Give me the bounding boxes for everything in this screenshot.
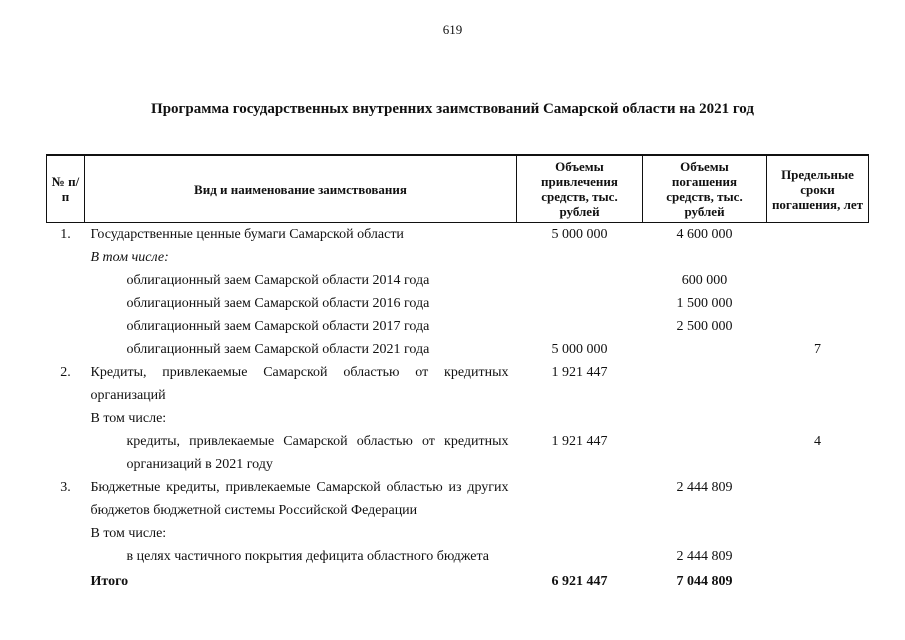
table-header-row [47, 155, 869, 223]
row-attraction-value: 1 921 447 [551, 434, 608, 449]
row-repayment-value: 4 600 000 [676, 227, 733, 242]
table-row [47, 269, 869, 292]
row-number [47, 292, 85, 315]
row-number [47, 338, 85, 361]
row-number [47, 430, 85, 476]
row-attraction-value [517, 315, 643, 338]
table-row [47, 407, 869, 430]
table-row [47, 315, 869, 338]
row-number: 1. [60, 227, 71, 242]
row-attraction-value: 5 000 000 [551, 227, 608, 242]
row-repayment-value [643, 407, 767, 430]
row-term-value [767, 223, 869, 247]
row-repayment-value [643, 430, 767, 476]
row-attraction-value [517, 292, 643, 315]
borrowing-program-table [46, 154, 869, 593]
row-term-value [767, 246, 869, 269]
row-repayment-value [643, 338, 767, 361]
table-body [47, 223, 869, 594]
row-number [47, 522, 85, 545]
table-row [47, 246, 869, 269]
row-number [47, 315, 85, 338]
row-number [47, 407, 85, 430]
row-repayment-value [643, 361, 767, 407]
row-attraction-value [517, 476, 643, 522]
row-attraction-value: 5 000 000 [551, 342, 608, 357]
row-name: кредиты, привлекаемые Самарской областью от кредитных организаций в 2021 году [126, 434, 509, 472]
total-term-value [767, 568, 869, 593]
header-num: № п/п [47, 155, 85, 223]
table-row [47, 292, 869, 315]
row-term-value [767, 545, 869, 568]
row-term-value [767, 269, 869, 292]
header-name: Вид и наименование заимствования [85, 155, 517, 223]
row-term-value [767, 315, 869, 338]
header-attraction: Объемы привлечения средств, тыс. рублей [517, 155, 643, 223]
table-row [47, 361, 869, 407]
header-term: Предельные сроки погашения, лет [767, 155, 869, 223]
header-repayment: Объемы погашения средств, тыс. рублей [643, 155, 767, 223]
row-attraction-value [517, 545, 643, 568]
row-term-value [767, 361, 869, 407]
total-row [47, 568, 869, 593]
total-label: Итого [90, 574, 129, 589]
row-name: В том числе: [90, 250, 169, 265]
row-term-value: 4 [814, 434, 821, 449]
row-attraction-value [517, 269, 643, 292]
row-number [47, 269, 85, 292]
row-number: 3. [60, 480, 71, 495]
row-name: облигационный заем Самарской области 2014 года [126, 273, 430, 288]
row-term-value [767, 522, 869, 545]
total-repayment-value: 7 044 809 [676, 574, 733, 589]
table-row [47, 522, 869, 545]
row-number [47, 545, 85, 568]
total-number [47, 568, 85, 593]
row-name: облигационный заем Самарской области 2016 года [126, 296, 430, 311]
row-name: Бюджетные кредиты, привлекаемые Самарской областью из других бюджетов бюджетной системы Российской Федерации [90, 480, 509, 518]
row-repayment-value: 2 444 809 [676, 549, 733, 564]
row-attraction-value [517, 522, 643, 545]
row-term-value: 7 [814, 342, 821, 357]
table-row [47, 545, 869, 568]
row-repayment-value: 2 500 000 [676, 319, 733, 334]
row-attraction-value [517, 407, 643, 430]
row-number [47, 246, 85, 269]
row-number: 2. [60, 365, 71, 380]
table-row [47, 338, 869, 361]
row-term-value [767, 292, 869, 315]
table-row [47, 430, 869, 476]
total-attraction-value: 6 921 447 [551, 574, 608, 589]
row-attraction-value [517, 246, 643, 269]
row-name: в целях частичного покрытия дефицита областного бюджета [126, 549, 489, 564]
row-term-value [767, 476, 869, 522]
page-number: 619 [442, 22, 463, 37]
row-name: облигационный заем Самарской области 2017 года [126, 319, 430, 334]
row-name: Государственные ценные бумаги Самарской области [90, 227, 404, 242]
row-name: Кредиты, привлекаемые Самарской областью от кредитных организаций [90, 365, 509, 403]
row-repayment-value: 2 444 809 [676, 480, 733, 495]
row-name: В том числе: [90, 526, 167, 541]
row-repayment-value: 1 500 000 [676, 296, 733, 311]
row-attraction-value: 1 921 447 [551, 365, 608, 380]
row-repayment-value [643, 246, 767, 269]
table-row [47, 223, 869, 247]
row-name: облигационный заем Самарской области 2021 года [126, 342, 430, 357]
row-repayment-value [643, 522, 767, 545]
table-row [47, 476, 869, 522]
row-repayment-value: 600 000 [681, 273, 728, 288]
document-title: Программа государственных внутренних заимствований Самарской области на 2021 год [151, 101, 754, 117]
row-term-value [767, 407, 869, 430]
row-name: В том числе: [90, 411, 167, 426]
